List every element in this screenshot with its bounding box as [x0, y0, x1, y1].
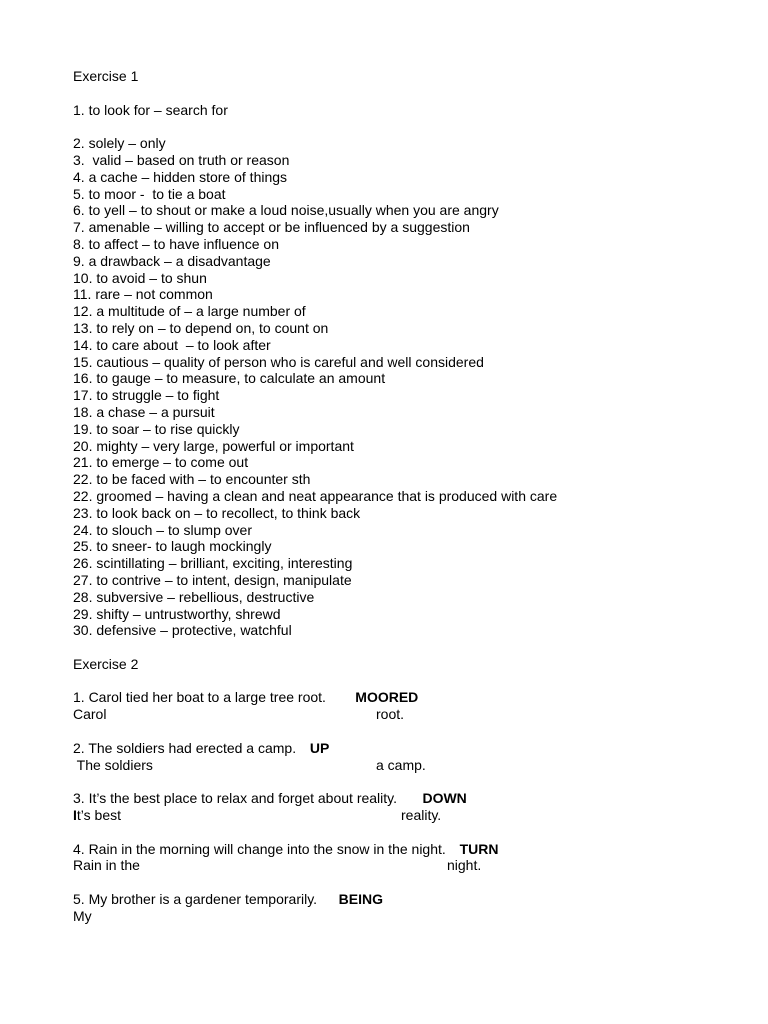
vocab-item: 22. to be faced with – to encounter sth: [73, 471, 311, 488]
vocab-item: 3. valid – based on truth or reason: [73, 151, 290, 168]
vocab-item: 4. a cache – hidden store of things: [73, 168, 288, 185]
question-sentence: [73, 841, 693, 858]
answer-start-bold: I: [73, 807, 77, 824]
keyword: UP: [309, 739, 330, 756]
vocab-item: 7. amenable – willing to accept or be influenced by a suggestion: [73, 219, 470, 236]
exercise-2-title: Exercise 2: [73, 655, 139, 672]
sentence-text: 5. My brother is a gardener temporarily.: [73, 891, 318, 908]
answer-end: a camp.: [376, 756, 426, 773]
document-page: [73, 68, 693, 925]
keyword: DOWN: [422, 790, 467, 807]
sentence-text: 3. It’s the best place to relax and forget about reality.: [73, 790, 398, 807]
vocab-item: 30. defensive – protective, watchful: [73, 622, 292, 639]
answer-line: [73, 706, 693, 723]
keyword: TURN: [459, 840, 499, 857]
sentence-text: 4. Rain in the morning will change into the snow in the night.: [73, 840, 446, 857]
question-sentence: [73, 891, 693, 908]
vocab-item: 15. cautious – quality of person who is careful and well considered: [73, 353, 484, 370]
vocab-item: 16. to gauge – to measure, to calculate an amount: [73, 370, 386, 387]
vocab-item: 13. to rely on – to depend on, to count on: [73, 319, 329, 336]
question-4: [73, 841, 693, 875]
answer-end: night.: [447, 857, 482, 874]
answer-start: Carol: [73, 706, 107, 723]
vocab-item: 11. rare – not common: [73, 286, 213, 303]
answer-line: [73, 857, 693, 874]
vocab-item: 23. to look back on – to recollect, to think back: [73, 504, 361, 521]
sentence-text: 1. Carol tied her boat to a large tree root.: [73, 689, 326, 706]
vocab-item: 2. solely – only: [73, 135, 166, 152]
keyword: BEING: [338, 891, 383, 908]
question-sentence: [73, 689, 693, 706]
vocab-item: 5. to moor - to tie a boat: [73, 185, 226, 202]
sentence-text: 2. The soldiers had erected a camp.: [73, 739, 297, 756]
vocab-item: 24. to slouch – to slump over: [73, 521, 252, 538]
question-sentence: [73, 790, 693, 807]
vocab-item: 25. to sneer- to laugh mockingly: [73, 538, 272, 555]
vocab-item: 29. shifty – untrustworthy, shrewd: [73, 605, 281, 622]
vocab-item: 6. to yell – to shout or make a loud noise,usually when you are angry: [73, 202, 499, 219]
answer-start: The soldiers: [73, 756, 153, 773]
vocab-item: 27. to contrive – to intent, design, manipulate: [73, 571, 352, 588]
question-5: [73, 891, 693, 925]
vocab-item: 26. scintillating – brilliant, exciting, interesting: [73, 555, 353, 572]
vocab-item: 14. to care about – to look after: [73, 336, 271, 353]
keyword: MOORED: [355, 689, 419, 706]
question-3: [73, 790, 693, 824]
answer-start: Rain in the: [73, 857, 140, 874]
vocab-item: 12. a multitude of – a large number of: [73, 303, 306, 320]
vocab-item: 10. to avoid – to shun: [73, 269, 207, 286]
answer-line: [73, 908, 693, 925]
exercise-1-title: Exercise 1: [73, 68, 139, 84]
answer-start: t’s best: [76, 807, 121, 824]
answer-end: reality.: [401, 807, 442, 824]
answer-line: [73, 807, 693, 824]
vocab-item: 21. to emerge – to come out: [73, 454, 249, 471]
vocab-item: 17. to struggle – to fight: [73, 387, 220, 404]
vocab-item: 9. a drawback – a disadvantage: [73, 252, 271, 269]
vocab-item: 8. to affect – to have influence on: [73, 235, 280, 252]
vocab-item: 22. groomed – having a clean and neat appearance that is produced with care: [73, 487, 558, 504]
vocab-item: 19. to soar – to rise quickly: [73, 420, 240, 437]
vocab-item: 20. mighty – very large, powerful or important: [73, 437, 354, 454]
question-1: [73, 689, 693, 723]
vocab-list: [73, 135, 693, 639]
answer-end: root.: [376, 706, 405, 723]
answer-start: My: [73, 907, 92, 924]
question-sentence: [73, 740, 693, 757]
vocab-item: 28. subversive – rebellious, destructive: [73, 588, 315, 605]
question-2: [73, 740, 693, 774]
answer-line: [73, 757, 693, 774]
vocab-item: 1. to look for – search for: [73, 101, 228, 118]
vocab-item: 18. a chase – a pursuit: [73, 403, 215, 420]
